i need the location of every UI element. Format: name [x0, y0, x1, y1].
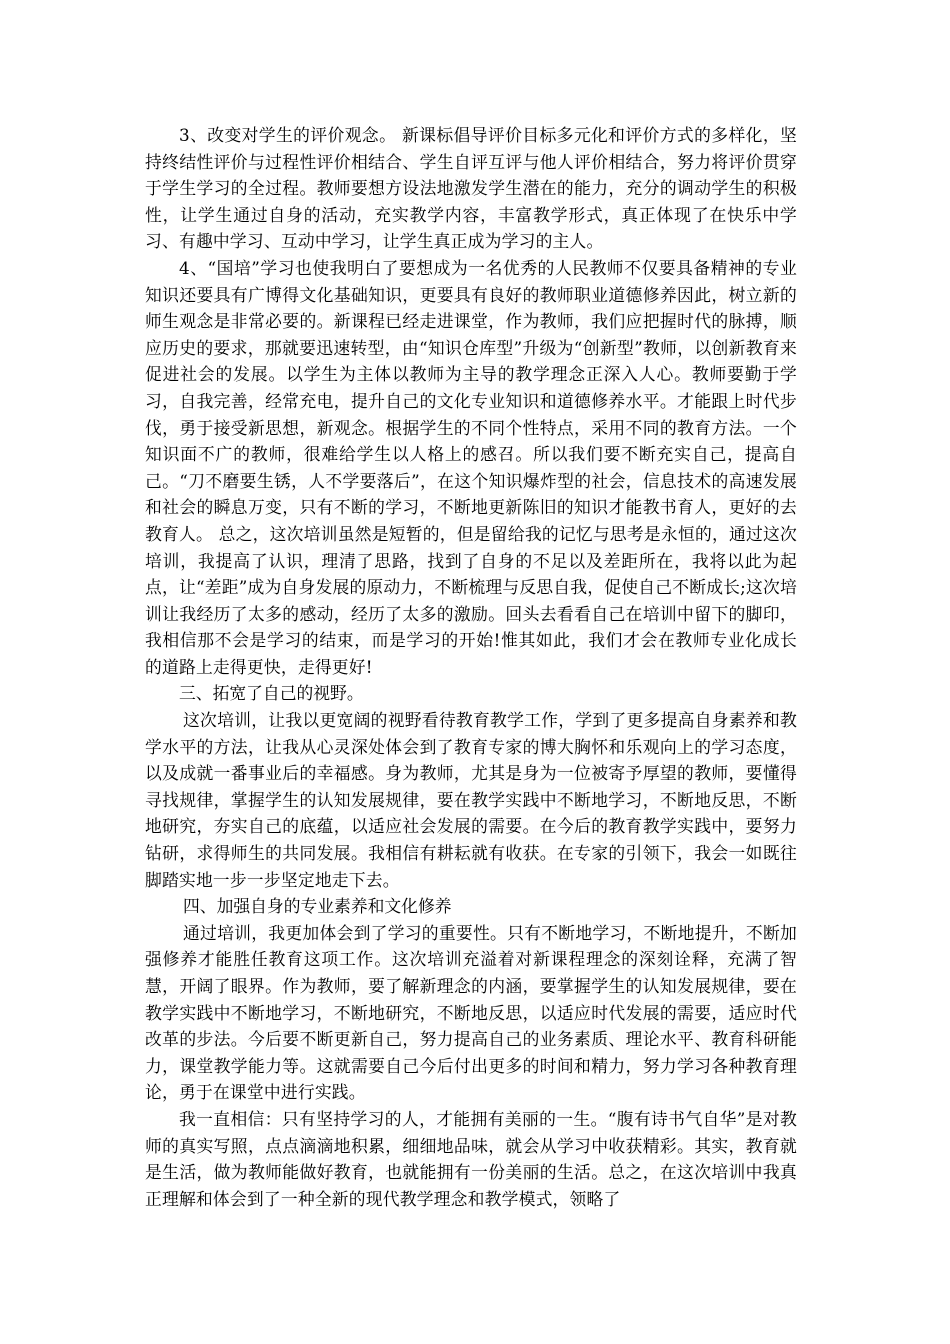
- section-heading-professional-literacy: 四、加强自身的专业素养和文化修养: [183, 896, 452, 917]
- paragraph-lifelong-learning: 我一直相信：只有坚持学习的人，才能拥有美丽的一生。“腹有诗书气自华”是对教师的真实写照，点点滴滴地积累，细细地品味，就会从学习中收获精彩。其实，教育就是生活，做为教师能做好教育，也就能拥有一份美丽的生活。总之，在这次培训中我真正理解和体会到了一种全新的现代教学理念和教学模式，领略了: [145, 1108, 797, 1209]
- paragraph-national-training: 4、“国培”学习也使我明白了要想成为一名优秀的人民教师不仅要具备精神的专业知识还要具有广博得文化基础知识，更要具有良好的教师职业道德修养因此，树立新的师生观念是非常必要的。新课程已经走进课堂，作为教师，我们应把握时代的脉搏，顺应历史的要求，那就要迅速转型，由“知识仓库型”升级为“创新型”教师，以创新教育来促进社会的发展。以学生为主体以教师为主导的教学理念正深入人心。教师要勤于学习，自我完善，经常充电，提升自己的文化专业知识和道德修养水平。才能跟上时代步伐，勇于接受新思想，新观念。根据学生的不同个性特点，采用不同的教育方法。一个知识面不广的教师，很难给学生以人格上的感召。所以我们要不断充实自己，提高自己。“刀不磨要生锈，人不学要落后”，在这个知识爆炸型的社会，信息技术的高速发展和社会的瞬息万变，只有不断的学习，不断地更新陈旧的知识才能教书育人，更好的去教育人。 总之，这次培训虽然是短暂的，但是留给我的记忆与思考是永恒的，通过这次培训，我提高了认识，理清了思路，找到了自身的不足以及差距所在，我将以此为起点，让“差距”成为自身发展的原动力，不断梳理与反思自我，促使自己不断成长;这次培训让我经历了太多的感动，经历了太多的激励。回头去看看自己在培训中留下的脚印，我相信那不会是学习的结束，而是学习的开始!惟其如此，我们才会在教师专业化成长的道路上走得更快，走得更好!: [145, 257, 797, 677]
- document-page: [145, 122, 797, 1212]
- paragraph-broaden-vision: 这次培训，让我以更宽阔的视野看待教育教学工作，学到了更多提高自身素养和教学水平的方法，让我从心灵深处体会到了教育专家的博大胸怀和乐观向上的学习态度，以及成就一番事业后的幸福感。身为教师，尤其是身为一位被寄予厚望的教师，要懂得寻找规律，掌握学生的认知发展规律，要在教学实践中不断地学习，不断地反思，不断地研究，夯实自己的底蕴，以适应社会发展的需要。在今后的教育教学实践中，要努力钻研，求得师生的共同发展。我相信有耕耘就有收获。在专家的引领下，我会一如既往脚踏实地一步一步坚定地走下去。: [145, 710, 797, 890]
- paragraph-professional-literacy: 通过培训，我更加体会到了学习的重要性。只有不断地学习，不断地提升，不断加强修养才能胜任教育这项工作。这次培训充溢着对新课程理念的深刻诠释，充满了智慧，开阔了眼界。作为教师，要了解新理念的内涵，要掌握学生的认知发展规律，要在教学实践中不断地学习，不断地研究，不断地反思，以适应时代发展的需要，适应时代改革的步法。今后要不断更新自己，努力提高自己的业务素质、理论水平、教育科研能力，课堂教学能力等。这就需要自己今后付出更多的时间和精力，努力学习各种教育理论，勇于在课堂中进行实践。: [145, 922, 797, 1103]
- section-heading-broaden-vision: 三、拓宽了自己的视野。: [179, 683, 364, 704]
- paragraph-evaluation-concept: 3、改变对学生的评价观念。 新课标倡导评价目标多元化和评价方式的多样化，坚持终结性评价与过程性评价相结合、学生自评互评与他人评价相结合，努力将评价贯穿于学生学习的全过程。教师要想方设法地激发学生潜在的能力，充分的调动学生的积极性，让学生通过自身的活动，充实教学内容，丰富教学形式，真正体现了在快乐中学习、有趣中学习、互动中学习，让学生真正成为学习的主人。: [145, 125, 797, 252]
